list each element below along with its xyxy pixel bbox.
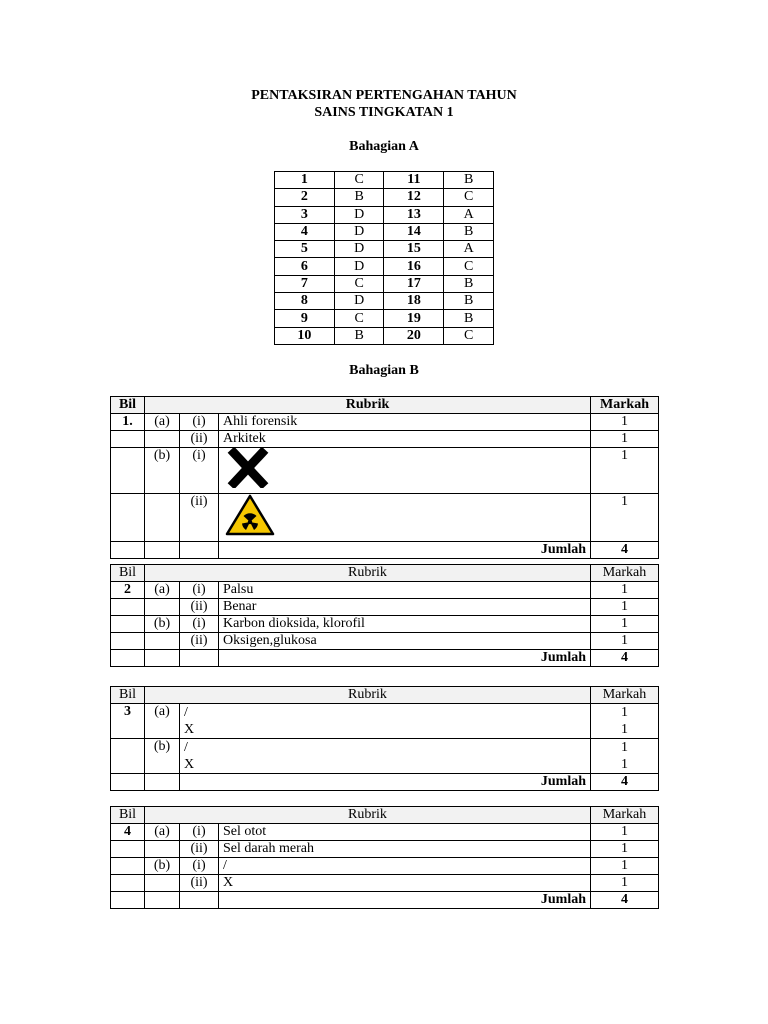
mark-value: 1 xyxy=(591,431,659,448)
mark-value: 1 xyxy=(591,599,659,616)
total-row xyxy=(111,542,659,559)
bil-header: Bil xyxy=(111,807,145,824)
table-row xyxy=(111,448,659,494)
answer-line: X xyxy=(184,757,195,772)
mark-value xyxy=(591,704,659,739)
question-number-cell: 19 xyxy=(384,310,444,327)
answer-text: Oksigen,glukosa xyxy=(219,633,591,650)
answer-letter-cell: D xyxy=(334,258,384,275)
table-row xyxy=(111,414,659,431)
hazard-symbol-cell xyxy=(219,494,591,542)
mark-line: 1 xyxy=(621,705,628,720)
answer-text xyxy=(180,739,591,774)
answer-key-row xyxy=(275,310,494,327)
question-number-cell: 10 xyxy=(275,327,335,344)
table-row xyxy=(111,841,659,858)
answer-line: X xyxy=(184,722,195,737)
question-number-cell: 3 xyxy=(275,206,335,223)
section-b-heading: Bahagian B xyxy=(349,363,419,378)
table-row xyxy=(111,704,659,739)
answer-text: Karbon dioksida, klorofil xyxy=(219,616,591,633)
table-header-row xyxy=(111,687,659,704)
question-number-cell: 17 xyxy=(384,275,444,292)
doc-title-line1: PENTAKSIRAN PERTENGAHAN TAHUN xyxy=(251,88,517,103)
total-label: Jumlah xyxy=(180,774,591,791)
answer-key-row xyxy=(275,258,494,275)
rubrik-header: Rubrik xyxy=(145,397,591,414)
mark-value: 1 xyxy=(591,858,659,875)
answer-letter-cell: C xyxy=(444,189,494,206)
question-number-cell: 16 xyxy=(384,258,444,275)
table-row xyxy=(111,824,659,841)
total-row xyxy=(111,892,659,909)
mark-value: 1 xyxy=(591,616,659,633)
part-label: (b) xyxy=(145,448,180,494)
table-row xyxy=(111,616,659,633)
answer-text: Benar xyxy=(219,599,591,616)
answer-text: Sel darah merah xyxy=(219,841,591,858)
mark-value: 1 xyxy=(591,875,659,892)
subpart-label: (ii) xyxy=(180,875,219,892)
question-number-cell: 18 xyxy=(384,293,444,310)
section-a-heading: Bahagian A xyxy=(349,139,419,154)
rubrik-header: Rubrik xyxy=(145,807,591,824)
answer-key-row xyxy=(275,223,494,240)
table-row xyxy=(111,739,659,774)
total-label: Jumlah xyxy=(219,542,591,559)
answer-letter-cell: B xyxy=(334,327,384,344)
answer-key-table xyxy=(274,171,494,345)
total-row xyxy=(111,650,659,667)
answer-letter-cell: B xyxy=(444,275,494,292)
answer-key-row xyxy=(275,189,494,206)
table-row xyxy=(111,599,659,616)
answer-letter-cell: C xyxy=(444,327,494,344)
question-number: 1. xyxy=(111,414,145,431)
markah-header: Markah xyxy=(591,687,659,704)
bil-header: Bil xyxy=(111,565,145,582)
answer-line: / xyxy=(184,740,188,755)
total-value: 4 xyxy=(591,542,659,559)
markah-header: Markah xyxy=(591,565,659,582)
subpart-label: (ii) xyxy=(180,841,219,858)
answer-key-row xyxy=(275,172,494,189)
total-value: 4 xyxy=(591,892,659,909)
mark-value: 1 xyxy=(591,448,659,494)
part-label: (b) xyxy=(145,616,180,633)
question-number-cell: 15 xyxy=(384,241,444,258)
hazard-symbol-cell xyxy=(219,448,591,494)
answer-text: Palsu xyxy=(219,582,591,599)
question-number-cell: 1 xyxy=(275,172,335,189)
part-label: (a) xyxy=(145,824,180,841)
part-label: (b) xyxy=(145,739,180,774)
rubric-table-q4 xyxy=(110,806,659,909)
total-label: Jumlah xyxy=(219,892,591,909)
table-row xyxy=(111,633,659,650)
question-number: 3 xyxy=(111,704,145,739)
part-label: (a) xyxy=(145,414,180,431)
total-value: 4 xyxy=(591,774,659,791)
answer-letter-cell: C xyxy=(334,172,384,189)
part-label: (b) xyxy=(145,858,180,875)
answer-letter-cell: B xyxy=(444,223,494,240)
table-header-row xyxy=(111,807,659,824)
answer-letter-cell: B xyxy=(444,293,494,310)
subpart-label: (i) xyxy=(180,858,219,875)
part-label: (a) xyxy=(145,704,180,739)
answer-key-row xyxy=(275,275,494,292)
answer-text: Arkitek xyxy=(219,431,591,448)
answer-text: Sel otot xyxy=(219,824,591,841)
mark-line: 1 xyxy=(621,740,628,755)
table-header-row xyxy=(111,565,659,582)
answer-letter-cell: B xyxy=(334,189,384,206)
table-header-row xyxy=(111,397,659,414)
question-number-cell: 13 xyxy=(384,206,444,223)
subpart-label: (i) xyxy=(180,616,219,633)
rubric-table-q1 xyxy=(110,396,659,559)
total-label: Jumlah xyxy=(219,650,591,667)
answer-letter-cell: A xyxy=(444,241,494,258)
mark-value: 1 xyxy=(591,633,659,650)
mark-value: 1 xyxy=(591,841,659,858)
answer-text: Ahli forensik xyxy=(219,414,591,431)
mark-value: 1 xyxy=(591,582,659,599)
subpart-label: (ii) xyxy=(180,633,219,650)
mark-line: 1 xyxy=(621,757,628,772)
answer-letter-cell: D xyxy=(334,293,384,310)
total-value: 4 xyxy=(591,650,659,667)
rubrik-header: Rubrik xyxy=(145,687,591,704)
answer-key-row xyxy=(275,206,494,223)
answer-text: X xyxy=(219,875,591,892)
question-number-cell: 11 xyxy=(384,172,444,189)
table-row xyxy=(111,582,659,599)
question-number-cell: 14 xyxy=(384,223,444,240)
question-number-cell: 12 xyxy=(384,189,444,206)
subpart-label: (i) xyxy=(180,448,219,494)
subpart-label: (i) xyxy=(180,824,219,841)
question-number-cell: 6 xyxy=(275,258,335,275)
bil-header: Bil xyxy=(111,397,145,414)
answer-key-row xyxy=(275,327,494,344)
question-number: 4 xyxy=(111,824,145,841)
answer-letter-cell: B xyxy=(444,310,494,327)
markah-header: Markah xyxy=(591,397,659,414)
answer-letter-cell: C xyxy=(444,258,494,275)
table-row xyxy=(111,875,659,892)
table-row xyxy=(111,431,659,448)
table-row xyxy=(111,494,659,542)
rubric-table-q2 xyxy=(110,564,659,667)
harmful-x-hazard-icon xyxy=(225,448,271,488)
answer-letter-cell: D xyxy=(334,206,384,223)
part-label: (a) xyxy=(145,582,180,599)
answer-key-row xyxy=(275,293,494,310)
question-number-cell: 20 xyxy=(384,327,444,344)
mark-line: 1 xyxy=(621,722,628,737)
rubrik-header: Rubrik xyxy=(145,565,591,582)
answer-letter-cell: C xyxy=(334,310,384,327)
mark-value xyxy=(591,739,659,774)
question-number-cell: 5 xyxy=(275,241,335,258)
subpart-label: (ii) xyxy=(180,431,219,448)
rubric-table-q3 xyxy=(110,686,659,791)
mark-value: 1 xyxy=(591,494,659,542)
answer-letter-cell: C xyxy=(334,275,384,292)
answer-text: / xyxy=(219,858,591,875)
markah-header: Markah xyxy=(591,807,659,824)
subpart-label: (i) xyxy=(180,582,219,599)
answer-letter-cell: D xyxy=(334,241,384,258)
question-number-cell: 7 xyxy=(275,275,335,292)
question-number-cell: 8 xyxy=(275,293,335,310)
subpart-label: (ii) xyxy=(180,494,219,542)
mark-value: 1 xyxy=(591,414,659,431)
subpart-label: (i) xyxy=(180,414,219,431)
subpart-label: (ii) xyxy=(180,599,219,616)
question-number: 2 xyxy=(111,582,145,599)
answer-text xyxy=(180,704,591,739)
total-row xyxy=(111,774,659,791)
answer-letter-cell: B xyxy=(444,172,494,189)
question-number-cell: 9 xyxy=(275,310,335,327)
radioactive-hazard-icon xyxy=(225,494,275,536)
answer-key-row xyxy=(275,241,494,258)
mark-value: 1 xyxy=(591,824,659,841)
answer-line: / xyxy=(184,705,188,720)
doc-title-line2: SAINS TINGKATAN 1 xyxy=(314,105,454,120)
answer-letter-cell: A xyxy=(444,206,494,223)
answer-letter-cell: D xyxy=(334,223,384,240)
table-row xyxy=(111,858,659,875)
bil-header: Bil xyxy=(111,687,145,704)
question-number-cell: 4 xyxy=(275,223,335,240)
question-number-cell: 2 xyxy=(275,189,335,206)
